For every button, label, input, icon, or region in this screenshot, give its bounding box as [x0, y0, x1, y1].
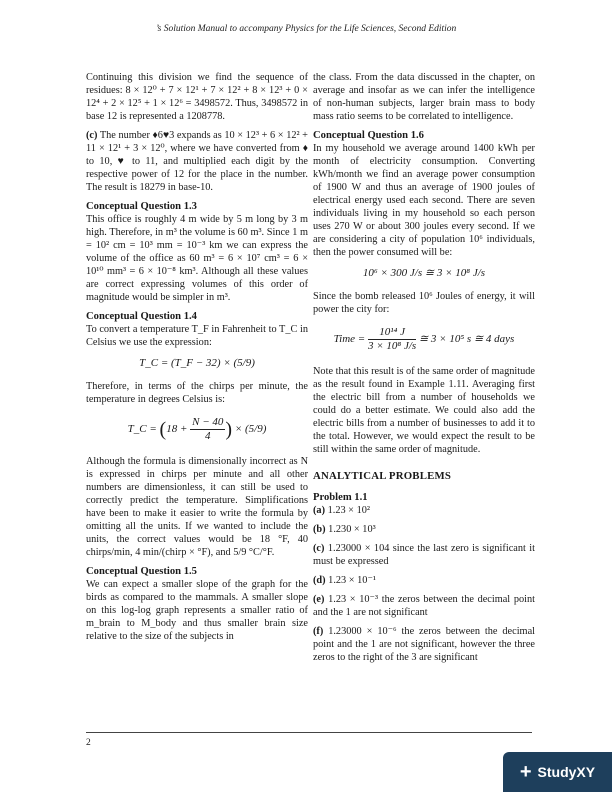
equation-time [313, 326, 535, 353]
paragraph-order-magnitude: Note that this result is of the same order of magnitude as the result found in Example 1.11. Averaging first the electric bill from a number of households we could do a better estimate. We could also add the electric bills from a number of businesses to add it to the total. However, we would expect the result to be still within the same order of magnitude. [313, 366, 535, 455]
list-item [313, 504, 535, 517]
footer-rule [86, 732, 532, 733]
left-column [86, 71, 308, 649]
heading-cq-1-6: Conceptual Question 1.6 [313, 130, 424, 141]
eq2-fraction [190, 416, 225, 443]
heading-problem-1-1: Problem 1.1 [313, 492, 368, 503]
item-label: (d) [313, 575, 326, 586]
item-text: 1.23 × 10² [325, 505, 370, 516]
paragraph-slope: We can expect a smaller slope of the graph for the birds as compared to the mammals. A smaller slope on this log-log graph represents a smaller ratio of m_brain to M_body and thus smaller brain size relative to the size of the subjects in [86, 579, 308, 642]
eq2-numerator: N − 40 [192, 416, 224, 428]
paragraph-part-c [86, 129, 308, 194]
eq4-denominator: 3 × 10⁸ J/s [367, 340, 417, 352]
item-label: (e) [313, 594, 325, 605]
eq4-lhs: Time = [333, 333, 366, 346]
item-text: 1.230 × 10³ [325, 524, 376, 535]
list-item [313, 574, 535, 587]
eq4-numerator: 10¹⁴ J [368, 326, 416, 340]
eq2-tail: × (5/9) [234, 423, 267, 436]
item-label: (a) [313, 505, 326, 516]
page-number: 2 [86, 738, 91, 748]
list-item [313, 625, 535, 664]
eq4-fraction [368, 326, 416, 353]
item-text: 1.23 × 10⁻³ the zeros between the decimal point and the 1 are not significant [313, 594, 535, 618]
heading-cq-1-3: Conceptual Question 1.3 [86, 201, 197, 212]
item-text: 1.23 × 10⁻¹ [325, 575, 376, 586]
equation-city-power: 10⁶ × 300 J/s ≅ 3 × 10⁸ J/s [362, 267, 486, 279]
list-item [313, 593, 535, 619]
item-label: (f) [313, 626, 324, 637]
item-text: 1.23000 × 10⁻⁶ the zeros between the decimal point and the 1 are not significant, however the three zeros to the right of the 3 are significant [313, 626, 535, 663]
part-label: (c) [86, 130, 98, 141]
heading-cq-1-4: Conceptual Question 1.4 [86, 311, 197, 322]
paragraph-residues: Continuing this division we find the sequence of residues: 8 × 12⁰ + 7 × 12¹ + 7 × 12² + 8 × 12³ + 0 × 12⁴ + 2 × 12⁵ + 1 × 12⁶ = 3498572. Thus, 3498572 in base 12 is represented a 1208778. [86, 72, 308, 122]
eq2-lhs: T_C = [127, 423, 157, 436]
studyxy-logo [503, 752, 612, 792]
running-head: ’s Solution Manual to accompany Physics for the Life Sciences, Second Edition [155, 24, 457, 34]
paragraph-convert-temp: To convert a temperature T_F in Fahrenheit to T_C in Celsius we use the expression: [86, 324, 308, 348]
heading-analytical-problems: ANALYTICAL PROBLEMS [313, 470, 452, 482]
paragraph-bomb: Since the bomb released 10⁶ Joules of energy, it will power the city for: [313, 291, 535, 315]
part-c-text: The number ♦6♥3 expands as 10 × 12³ + 6 × 12² + 11 × 12¹ + 3 × 12⁰, where we have converted from ♦ to 10, ♥ to 11, and multiplied each digit by the respective power of 12 for the place in the number. The result is 18279 in base-10. [86, 130, 308, 193]
list-item [313, 523, 535, 536]
right-column [313, 71, 535, 670]
paragraph-formula-note: Although the formula is dimensionally incorrect as N is expressed in chirps per minute and all other numbers are dimensionless, it can still be used to correctly predict the temperature. Simplifications have been to make it easier to write the formula by omitting all the units. If we wanted to include the units, the correct values would be 18 °F, 40 chirps/min, 4 min/(chirp × °F), and 5/9 °C/°F. [86, 456, 308, 558]
heading-cq-1-5: Conceptual Question 1.5 [86, 566, 197, 577]
eq4-rhs: ≅ 3 × 10⁵ s ≅ 4 days [418, 333, 515, 346]
equation-fahrenheit-celsius: T_C = (T_F − 32) × (5/9) [139, 357, 255, 369]
paragraph-office-volume: This office is roughly 4 m wide by 5 m long by 3 m high. Therefore, in m³ the volume is 60 m³. Since 1 m = 10² cm = 10³ mm = 10⁻³ km we can express the volume of the office as 60 m³ = 6 × 10⁷ cm³ = 6 × 10¹⁰ mm³ = 6 × 10⁻⁸ km³. Although all these values are correct expressing volumes of this order of magnitude would be simpler in m³. [86, 214, 308, 303]
paragraph-household: In my household we average around 1400 kWh per month of electricity consumption. Converting kWh/month we find an average power consumption of 1900 W and thus an average of 1900 joules of electrical energy used each second. There are seven individuals living in my household so each person uses 270 W or about 300 joules every second. If we are considering a city of population 10⁶ individuals, then the power consumed will be: [313, 143, 535, 258]
equation-chirps: T_C = (18 + $\frac{N - 40}{4}$ ) × (5/9) [127, 416, 267, 442]
item-label: (b) [313, 524, 326, 535]
paragraph-class-data: the class. From the data discussed in the chapter, on average and insofar as we can infer the intelligence of non-human subjects, larger brain mass to body mass ratio seems to be correlated to intelligence. [313, 72, 535, 122]
logo-text: StudyXY [537, 764, 596, 780]
eq2-constant: 18 + [166, 423, 188, 436]
eq2-denominator: 4 [205, 430, 211, 442]
plus-icon: + [519, 761, 532, 783]
list-item [313, 542, 535, 568]
item-text: 1.23000 × 104 since the last zero is significant it must be expressed [313, 543, 535, 567]
item-label: (c) [313, 543, 325, 554]
paragraph-chirps: Therefore, in terms of the chirps per minute, the temperature in degrees Celsius is: [86, 381, 308, 405]
